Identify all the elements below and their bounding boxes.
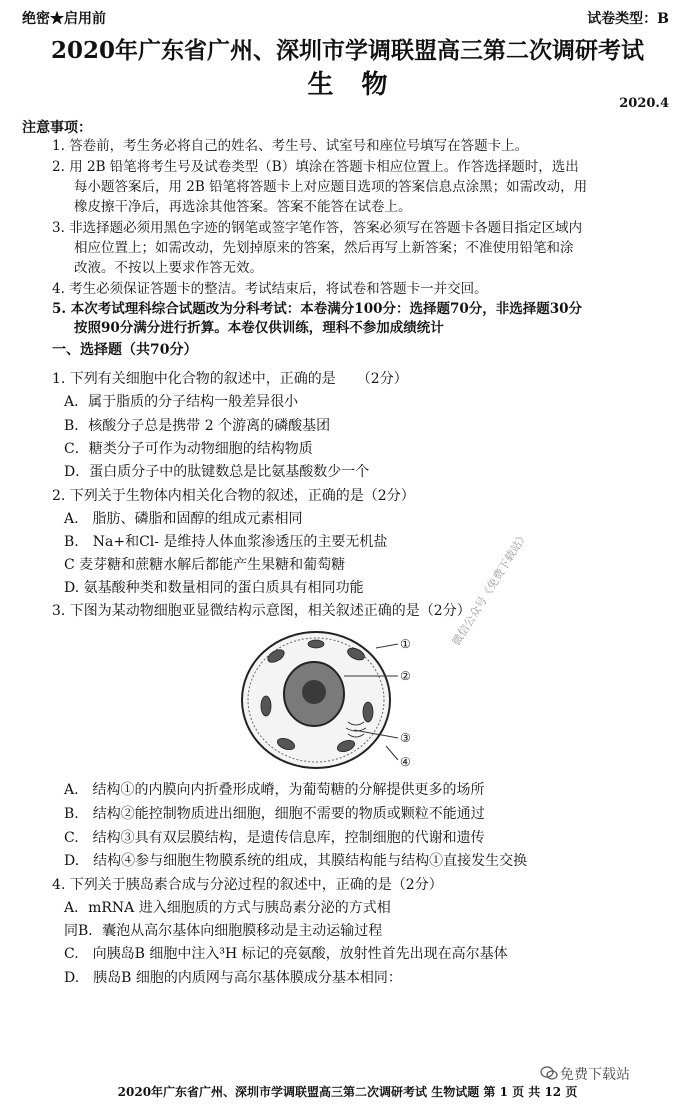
note-3-line-2: 相应位置上；如需改动，先划掉原来的答案，然后再写上新答案；不准使用铅笔和涂 — [74, 240, 574, 256]
question-3-option-a: A. 结构①的内膜向内折叠形成嵴，为葡萄糖的分解提供更多的场所 — [64, 782, 485, 798]
note-3-line-3: 改液。不按以上要求作答无效。 — [74, 260, 263, 276]
note-2: 2. 用 2B 铅笔将考生号及试卷类型（B）填涂在答题卡相应位置上。作答选择题时，选出 — [52, 159, 579, 175]
question-3-option-d: D. 结构④参与细胞生物膜系统的组成，其膜结构能与结构①直接发生交换 — [64, 853, 528, 869]
question-4-option-d: D. 胰岛B 细胞的内质网与高尔基体膜成分基本相同： — [64, 970, 402, 986]
diagram-label-2: ② — [400, 669, 411, 683]
question-1-stem: 1. 下列有关细胞中化合物的叙述中，正确的是 （2分） — [52, 371, 408, 387]
page-footer: 2020年广东省广州、深圳市学调联盟高三第二次调研考试 生物试题 第 1 页 共 12 页 — [117, 1085, 578, 1099]
question-1-option-b: B．核酸分子总是携带 2 个游离的磷酸基团 — [64, 418, 331, 434]
note-3: 3. 非选择题必须用黑色字迹的钢笔或签字笔作答，答案必须写在答题卡各题目指定区域内 — [52, 220, 583, 236]
paper-type: 试卷类型：B — [587, 11, 669, 27]
question-1-option-d: D．蛋白质分子中的肽键数总是比氨基酸数少一个 — [64, 464, 370, 480]
question-1-option-c: C．糖类分子可作为动物细胞的结构物质 — [64, 441, 313, 457]
question-2-option-d: D. 氨基酸种类和数量相同的蛋白质具有相同功能 — [64, 580, 364, 596]
question-2-option-c: C 麦芽糖和蔗糖水解后都能产生果糖和葡萄糖 — [64, 557, 346, 573]
question-4-option-c: C. 向胰岛B 细胞中注入³H 标记的亮氨酸，放射性首先出现在高尔基体 — [64, 946, 508, 962]
wechat-icon — [540, 1064, 558, 1082]
note-4: 4. 考生必须保证答题卡的整洁。考试结束后，将试卷和答题卡一并交回。 — [52, 281, 488, 297]
question-2-stem: 2. 下列关于生物体内相关化合物的叙述，正确的是（2分） — [52, 488, 415, 504]
note-2-line-3: 橡皮擦干净后，再选涂其他答案。答案不能答在试卷上。 — [74, 199, 412, 215]
exam-title: 2020年广东省广州、深圳市学调联盟高三第二次调研考试 — [50, 37, 644, 64]
question-4-option-a: A．mRNA 进入细胞质的方式与胰岛素分泌的方式相 — [64, 900, 391, 916]
question-2-option-b: B. Na+和Cl- 是维持人体血浆渗透压的主要无机盐 — [64, 534, 388, 550]
question-4-stem: 4. 下列关于胰岛素合成与分泌过程的叙述中，正确的是（2分） — [52, 877, 443, 893]
note-5-line-2: 按照90分满分进行折算。本卷仅供训练，理科不参加成绩统计 — [74, 320, 444, 336]
exam-date: 2020.4 — [619, 96, 669, 111]
diagram-label-3: ③ — [400, 731, 411, 745]
question-3-option-b: B. 结构②能控制物质进出细胞，细胞不需要的物质或颗粒不能通过 — [64, 806, 485, 822]
subject-title: 生物 — [307, 70, 416, 100]
question-3-stem: 3. 下图为某动物细胞亚显微结构示意图，相关叙述正确的是（2分） — [52, 603, 471, 619]
animal-cell-diagram — [236, 626, 412, 774]
question-1-option-a: A．属于脂质的分子结构一般差异很小 — [64, 394, 299, 410]
note-2-line-2: 每小题答案后，用 2B 铅笔将答题卡上对应题目选项的答案信息点涂黑；如需改动，用 — [74, 179, 588, 195]
watermark: 微信公众号《免费下载站》 — [449, 529, 531, 648]
secret-label: 绝密★启用前 — [22, 11, 106, 27]
question-3-option-c: C. 结构③具有双层膜结构，是遗传信息库，控制细胞的代谢和遗传 — [64, 830, 485, 846]
question-2-option-a: A. 脂肪、磷脂和固醇的组成元素相同 — [64, 511, 303, 527]
note-1: 1. 答卷前，考生务必将自己的姓名、考生号、试室号和座位号填写在答题卡上。 — [52, 138, 529, 154]
section-title: 一、选择题（共70分） — [52, 342, 198, 358]
diagram-label-4: ④ — [400, 755, 411, 769]
diagram-label-1: ① — [400, 637, 411, 651]
notes-heading: 注意事项： — [22, 120, 92, 136]
question-4-option-b: 同B．囊泡从高尔基体向细胞膜移动是主动运输过程 — [64, 923, 383, 939]
wechat-account-label: 免费下载站 — [560, 1067, 630, 1083]
note-5: 5. 本次考试理科综合试题改为分科考试：本卷满分100分：选择题70分，非选择题30分 — [52, 301, 583, 317]
